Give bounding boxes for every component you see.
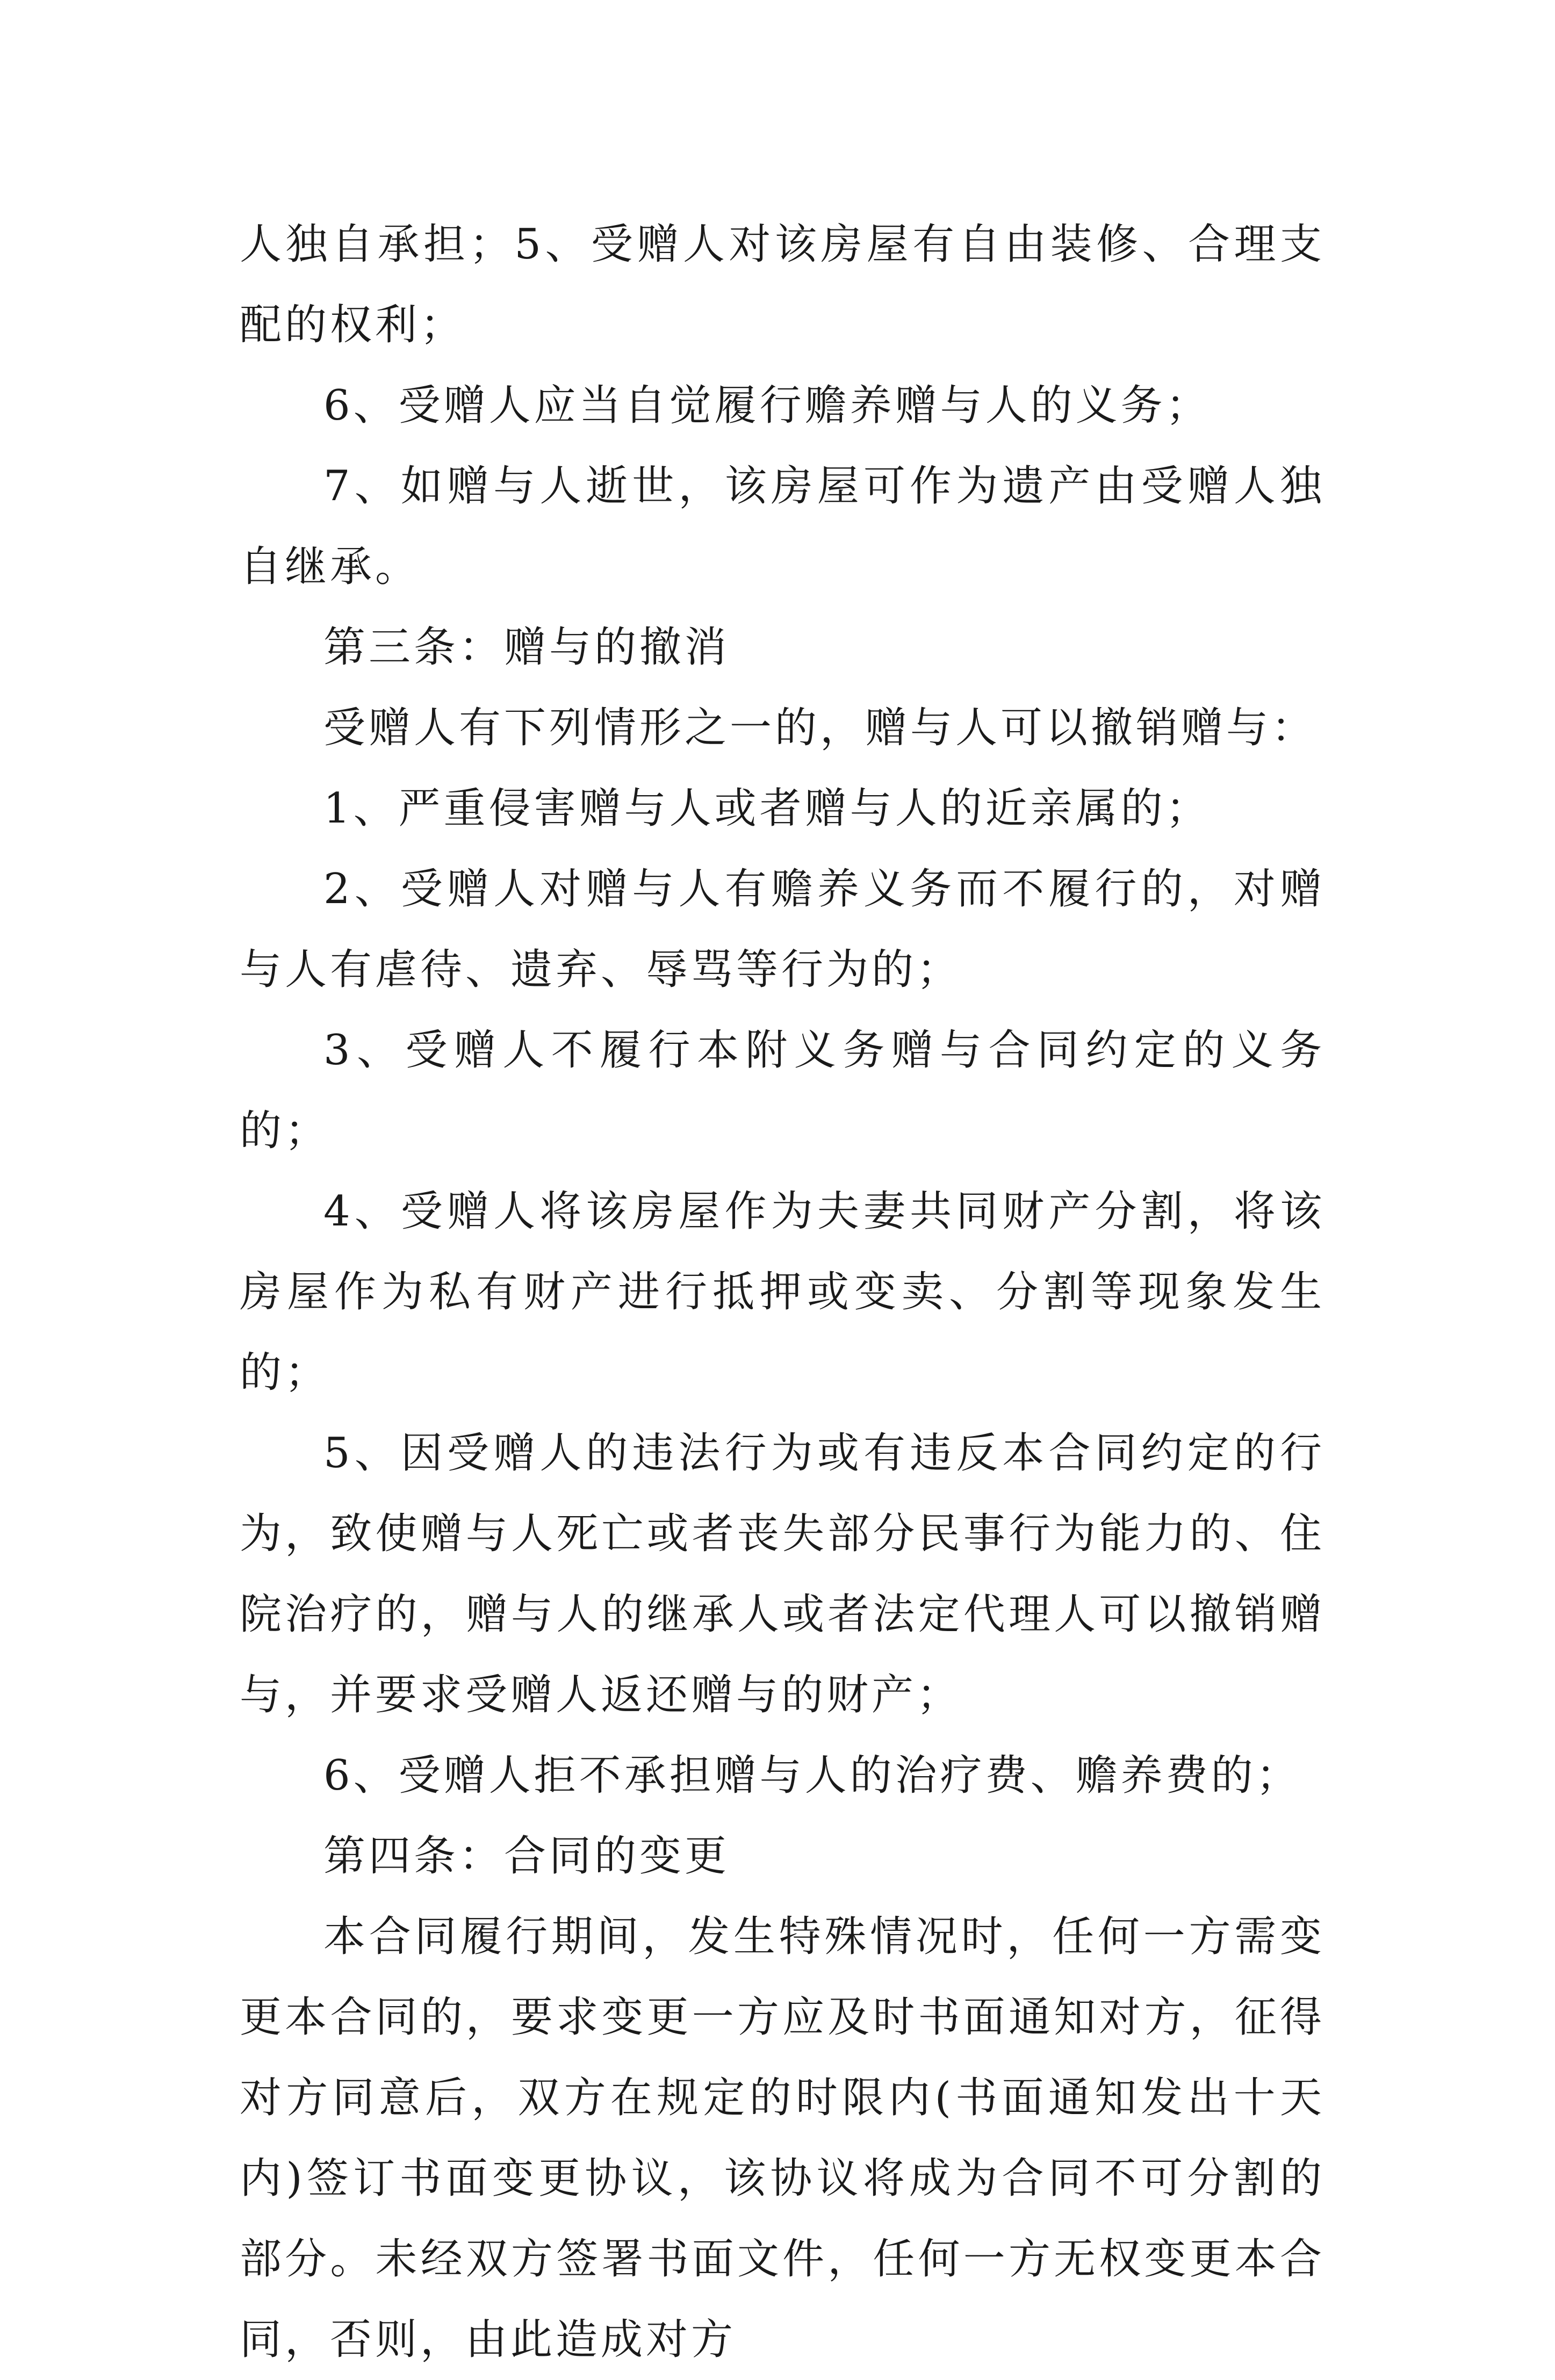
paragraph-revocation-item-4: 4、受赠人将该房屋作为夫妻共同财产分割，将该房屋作为私有财产进行抵押或变卖、分割等现象发生的； bbox=[240, 1187, 1325, 1397]
paragraph-revocation-item-1: 1、严重侵害赠与人或者赠与人的近亲属的； bbox=[323, 784, 1211, 833]
paragraph-contract-change: 本合同履行期间，发生特殊情况时，任何一方需变更本合同的，要求变更一方应及时书面通知对方，征得对方同意后，双方在规定的时限内(书面通知发出十天内)签订书面变更协议，该协议将成为合同不可分割的部分。未经双方签署书面文件，任何一方无权变更本合同，否则，由此造成对方 bbox=[240, 1913, 1325, 2364]
paragraph-revocation-intro: 受赠人有下列情形之一的，赠与人可以撤销赠与： bbox=[323, 704, 1317, 752]
paragraph-revocation-item-3: 3、受赠人不履行本附义务赠与合同约定的义务的； bbox=[240, 1026, 1325, 1155]
paragraph-revocation-item-2: 2、受赠人对赠与人有赡养义务而不履行的，对赠与人有虐待、遗弃、辱骂等行为的； bbox=[240, 865, 1325, 994]
section-heading-article-4: 第四条：合同的变更 bbox=[323, 1832, 730, 1880]
document-body bbox=[240, 204, 1325, 2380]
paragraph-revocation-item-6: 6、受赠人拒不承担赠与人的治疗费、赡养费的； bbox=[323, 1751, 1301, 1800]
section-heading-article-3: 第三条：赠与的撤消 bbox=[323, 623, 730, 672]
paragraph-revocation-item-5: 5、因受赠人的违法行为或有违反本合同约定的行为，致使赠与人死亡或者丧失部分民事行为能力的、住院治疗的，赠与人的继承人或者法定代理人可以撤销赠与，并要求受赠人返还赠与的财产； bbox=[240, 1429, 1325, 1719]
paragraph-continued-clause: 人独自承担；5、受赠人对该房屋有自由装修、合理支配的权利； bbox=[240, 220, 1325, 349]
paragraph-clause-7-inheritance: 7、如赠与人逝世，该房屋可作为遗产由受赠人独自继承。 bbox=[240, 462, 1325, 591]
paragraph-clause-6-support-duty: 6、受赠人应当自觉履行赡养赠与人的义务； bbox=[323, 381, 1211, 430]
